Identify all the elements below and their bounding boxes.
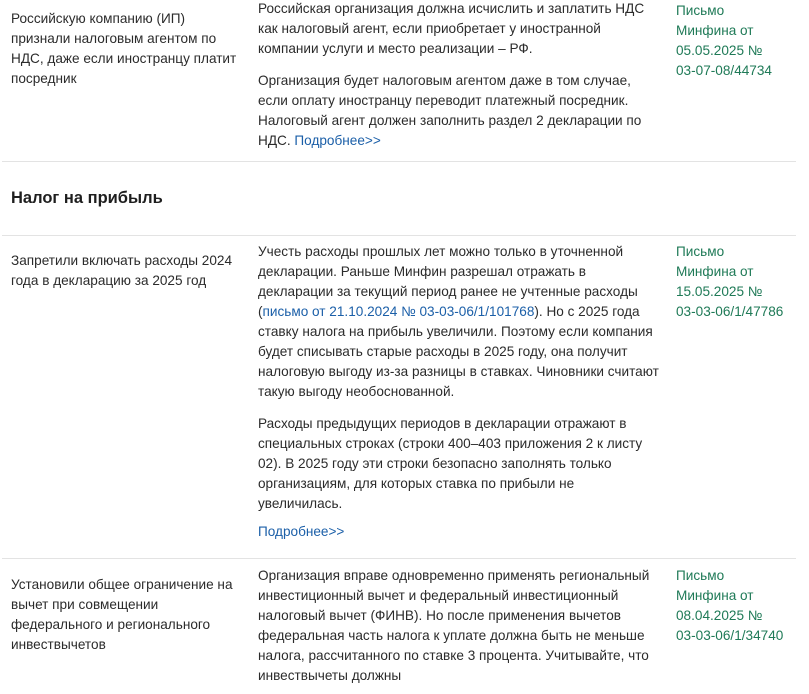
description-paragraph — [258, 71, 662, 151]
source-line: Письмо — [676, 568, 725, 583]
more-paragraph — [258, 522, 662, 542]
row-description — [258, 0, 662, 159]
description-paragraph: Российская организация должна исчислить и заплатить НДС как налоговый агент, если приобретает у иностранной компании услуги и место реализации – РФ. — [258, 1, 645, 56]
source-line: 05.05.2025 № — [676, 43, 763, 58]
paragraph-text: Организация будет налоговым агентом даже в том случае, если оплату иностранцу переводит платежный посредник. Налоговый агент должен заполнить раздел 2 декларации по НДС. — [258, 73, 642, 148]
letter-link[interactable]: письмо от 21.10.2024 № 03-03-06/1/101768 — [262, 304, 535, 319]
source-line: 15.05.2025 № — [676, 284, 763, 299]
source-reference[interactable] — [676, 566, 796, 646]
paragraph-text: ). Но с 2025 года ставку налога на прибыль увеличили. Поэтому если компания будет списывать старые расходы в 2025 году, она получит налоговую выгоду из-за разницы в ставках. Чиновники считают такую выгоду необоснованной. — [258, 304, 659, 399]
source-line: Минфина от — [676, 264, 754, 279]
description-paragraph: Расходы предыдущих периодов в декларации отражают в специальных строках (строки 400–403 приложения 2 к листу 02). В 2025 году эти строки безопасно заполнять только организациям, для которых ставка по прибыли не увеличилась. — [258, 416, 643, 511]
row-topic: Российскую компанию (ИП) признали налоговым агентом по НДС, даже если иностранцу платит посредник — [11, 11, 237, 86]
row-divider — [2, 235, 796, 236]
row-divider — [2, 558, 796, 559]
source-line: 03-03-06/1/34740 — [676, 628, 784, 643]
description-paragraph: Организация вправе одновременно применять региональный инвестиционный вычет и федеральный инвестиционный налоговый вычет (ФИНВ). Но после применения вычетов федеральная часть налога к уплате должна быть не меньше налога, рассчитанного по ставке 3 процента. Учитывайте, что инвествычеты должны — [258, 568, 650, 683]
source-line: Письмо — [676, 244, 725, 259]
source-line: Минфина от — [676, 588, 754, 603]
row-description — [258, 242, 662, 550]
description-paragraph — [258, 242, 662, 402]
source-reference[interactable] — [676, 242, 796, 322]
section-title: Налог на прибыль — [11, 189, 163, 207]
row-topic: Установили общее ограничение на вычет при совмещении федерального и регионального инвествычетов — [11, 577, 233, 652]
source-line: Письмо — [676, 3, 725, 18]
more-link[interactable]: Подробнее>> — [294, 133, 381, 148]
more-link[interactable]: Подробнее>> — [258, 524, 345, 539]
source-line: 08.04.2025 № — [676, 608, 763, 623]
row-topic: Запретили включать расходы 2024 года в декларацию за 2025 год — [11, 253, 233, 288]
source-line: Минфина от — [676, 23, 754, 38]
source-reference[interactable] — [676, 1, 796, 81]
source-line: 03-07-08/44734 — [676, 63, 772, 78]
row-description — [258, 566, 662, 694]
source-line: 03-03-06/1/47786 — [676, 304, 784, 319]
paragraph-text: Учесть расходы прошлых лет можно только в уточненной декларации. Раньше Минфин разрешал отражать в декларации за текущий период ранее не учтенные расходы ( — [258, 244, 638, 319]
row-divider — [2, 161, 796, 162]
